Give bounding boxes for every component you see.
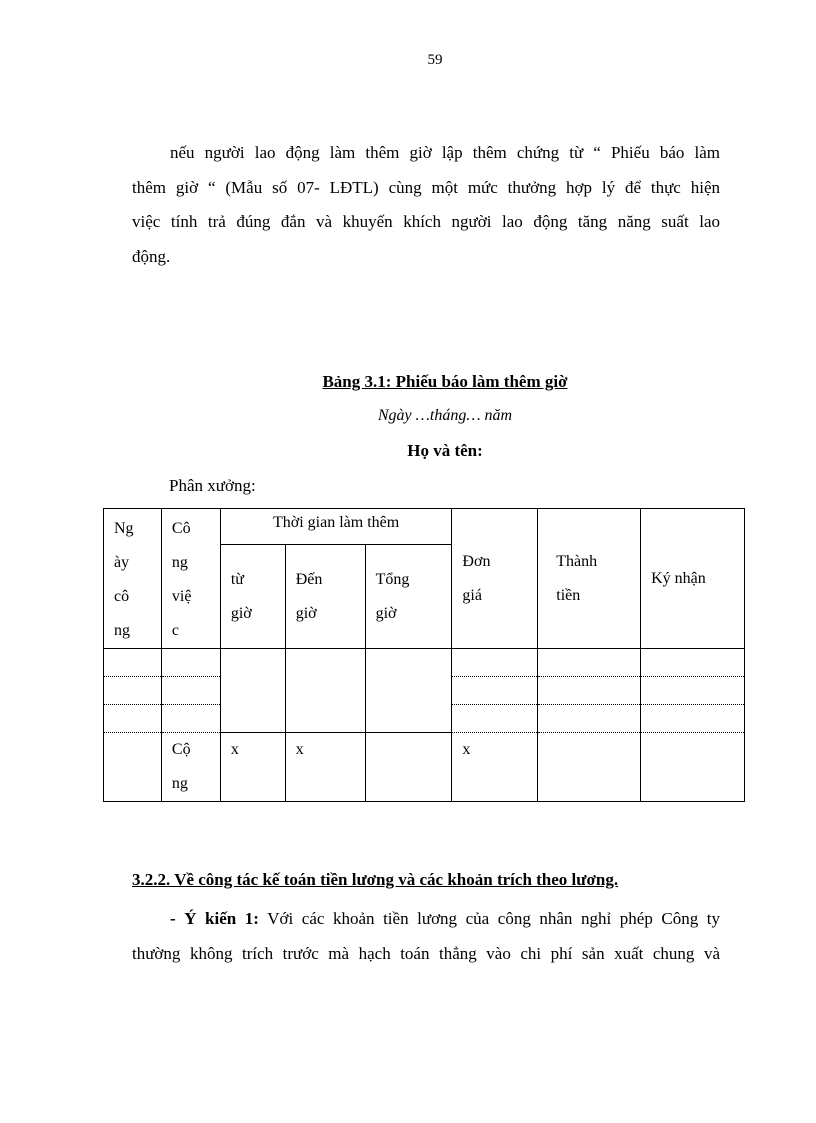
header-ky-nhan: Ký nhận [641, 509, 745, 649]
table-title: Bảng 3.1: Phiếu báo làm thêm giờ [322, 372, 568, 391]
paragraph-line: động. [132, 246, 171, 266]
paragraph-line: việc tính trả đúng đắn và khuyến khích người lao động tăng năng suất lao [132, 212, 720, 231]
table-date-line: Ngày …tháng… năm [377, 407, 513, 424]
header-ngay-cong: Ng ày cô ng [104, 509, 162, 649]
intro-paragraph [132, 136, 720, 274]
header-tu-gio: từ giờ [220, 545, 285, 649]
idea-paragraph [132, 902, 720, 971]
total-don-gia: x [452, 733, 538, 802]
idea-line: thường không trích trước mà hạch toán thẳng vào chi phí sản xuất chung và [132, 943, 720, 963]
total-tong-gio [365, 733, 452, 802]
total-row [104, 733, 745, 802]
header-tong-gio: Tổng giờ [365, 545, 452, 649]
workshop-label: Phân xưởng: [169, 476, 256, 495]
section-heading: 3.2.2. Về công tác kế toán tiền lương và các khoản trích theo lương. [132, 870, 619, 889]
header-thanh-tien: Thành tiền [538, 509, 641, 649]
overtime-table [103, 508, 745, 802]
header-don-gia: Đơn giá [452, 509, 538, 649]
idea-line: - Ý kiến 1: Với các khoản tiền lương của công nhân nghỉ phép Công ty [170, 909, 721, 928]
header-cong-viec: Cô ng việ c [161, 509, 220, 649]
table-name-label: Họ và tên: [407, 441, 483, 460]
total-label: Cộ ng [161, 733, 220, 802]
idea-label: - Ý kiến 1: [170, 909, 259, 928]
total-tu-gio: x [220, 733, 285, 802]
total-den-gio: x [285, 733, 365, 802]
total-ky-nhan [641, 733, 745, 802]
header-den-gio: Đến giờ [285, 545, 365, 649]
paragraph-line: nếu người lao động làm thêm giờ lập thêm chứng từ “ Phiếu báo làm [170, 143, 720, 162]
header-thoi-gian: Thời gian làm thêm [220, 509, 452, 545]
total-thanh-tien [538, 733, 641, 802]
header-row [104, 509, 745, 545]
table-row [104, 649, 745, 677]
page-number: 59 [427, 52, 443, 68]
paragraph-line: thêm giờ “ (Mẫu số 07- LĐTL) cùng một mức thưởng hợp lý để thực hiện [132, 177, 720, 197]
